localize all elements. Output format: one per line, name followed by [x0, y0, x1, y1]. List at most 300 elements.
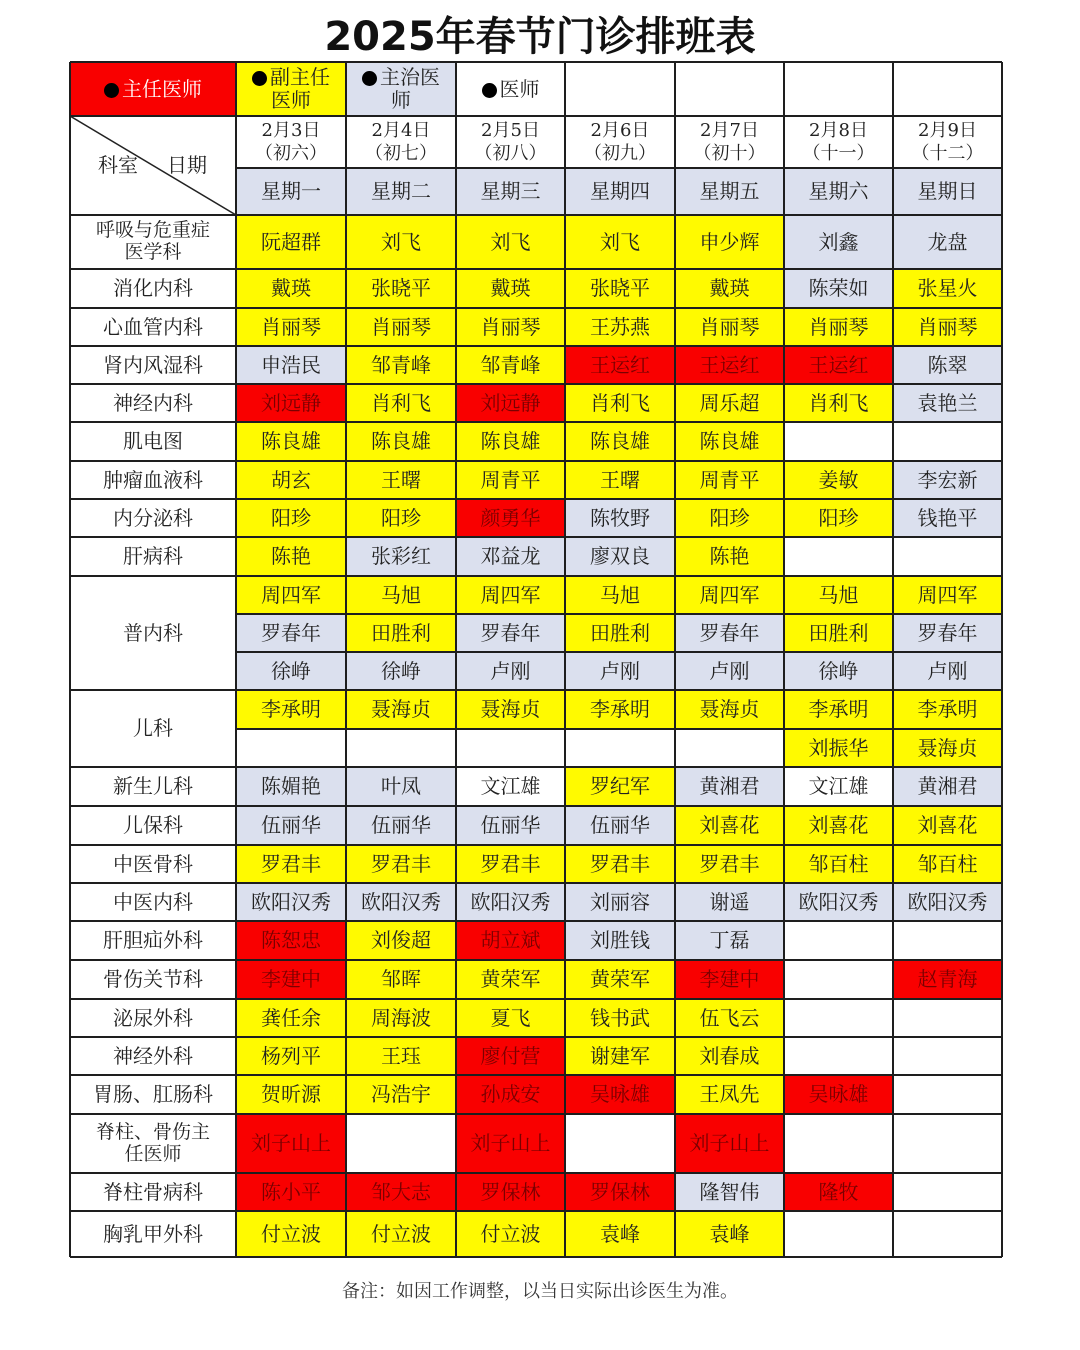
- doctor-cell: [565, 422, 675, 461]
- cell-text: 付立波: [261, 1221, 321, 1246]
- department-name: [70, 767, 236, 806]
- department-name: [70, 921, 236, 960]
- corner-cell: [70, 116, 236, 215]
- doctor-cell: [784, 652, 893, 690]
- doctor-cell: [346, 422, 456, 461]
- doctor-cell: [236, 346, 346, 384]
- doctor-cell: [784, 1114, 893, 1173]
- cell-text: 陈牧野: [590, 505, 650, 530]
- doctor-cell: [893, 767, 1002, 806]
- doctor-cell: [456, 537, 565, 576]
- doctor-cell: [456, 422, 565, 461]
- doctor-cell: [675, 308, 784, 346]
- doctor-cell: [236, 422, 346, 461]
- doctor-cell: [675, 960, 784, 999]
- doctor-cell: [675, 883, 784, 921]
- doctor-cell: [893, 652, 1002, 690]
- cell-text: 申少辉: [699, 229, 760, 254]
- doctor-cell: [893, 346, 1002, 384]
- doctor-cell: [784, 215, 893, 269]
- doctor-cell: [565, 1173, 675, 1211]
- cell-text: 星期三: [480, 179, 541, 203]
- cell-text: 陈良雄: [371, 429, 431, 453]
- cell-text: 谢建军: [590, 1043, 650, 1068]
- doctor-cell: [346, 690, 456, 729]
- doctor-cell: [675, 269, 784, 308]
- doctor-cell: [456, 576, 565, 614]
- cell-text: 刘远静: [480, 390, 541, 415]
- doctor-cell: [236, 767, 346, 806]
- doctor-cell: [893, 1211, 1002, 1257]
- grid-line: [70, 214, 1002, 216]
- grid-line: [70, 268, 1002, 270]
- weekday-header: [893, 168, 1002, 215]
- cell-text: 消化内科: [113, 276, 193, 300]
- cell-text: 胸乳甲外科: [103, 1221, 203, 1246]
- cell-text: 儿科: [133, 716, 173, 740]
- cell-text: 刘鑫: [818, 229, 859, 254]
- cell-text: 颜勇华: [480, 505, 541, 530]
- doctor-cell: [784, 576, 893, 614]
- department-name: [70, 806, 236, 845]
- doctor-cell: [784, 806, 893, 845]
- cell-text: 刘子山上: [689, 1131, 770, 1155]
- doctor-cell: [675, 422, 784, 461]
- doctor-cell: [675, 1211, 784, 1257]
- grid-line: [70, 959, 1002, 961]
- grid-line: [70, 498, 1002, 500]
- grid-line: [236, 613, 1002, 615]
- date-header: [565, 116, 675, 168]
- doctor-cell: [675, 499, 784, 537]
- legend-red: [70, 62, 236, 116]
- cell-text: 中医骨科: [113, 851, 193, 876]
- doctor-cell: [893, 1075, 1002, 1114]
- doctor-cell: [893, 614, 1002, 652]
- cell-text: 欧阳汉秀: [361, 889, 441, 914]
- cell-text: 隆牧: [818, 1179, 859, 1204]
- doctor-cell: [893, 883, 1002, 921]
- doctor-cell: [346, 845, 456, 883]
- cell-text: 脊柱、骨伤主任医师: [95, 1120, 210, 1165]
- footnote: 备注：如因工作调整，以当日实际出诊医生为准。: [342, 1281, 738, 1302]
- department-name: [70, 537, 236, 576]
- cell-text: 刘俊超: [371, 928, 431, 952]
- doctor-cell: [456, 652, 565, 690]
- cell-text: 2月5日: [481, 119, 540, 141]
- cell-text: 戴瑛: [271, 276, 311, 300]
- weekday-header: [784, 168, 893, 215]
- doctor-cell: [346, 767, 456, 806]
- cell-text: 2月3日: [261, 119, 321, 141]
- department-name: [70, 690, 236, 767]
- weekday-header: [236, 168, 346, 215]
- cell-text: 2月8日: [809, 119, 868, 141]
- cell-text: 夏飞: [490, 1005, 531, 1030]
- cell-text: 李承明: [808, 697, 869, 721]
- cell-text: 普内科: [123, 620, 183, 645]
- doctor-cell: [893, 576, 1002, 614]
- cell-text: 马旭: [818, 582, 859, 607]
- cell-text: 欧阳汉秀: [251, 889, 331, 914]
- doctor-cell: [675, 461, 784, 499]
- cell-text: 姜敏: [818, 467, 859, 492]
- cell-text: 伍丽华: [261, 813, 321, 837]
- cell-text: 肖丽琴: [261, 314, 321, 339]
- department-name: [70, 499, 236, 537]
- doctor-cell: [346, 461, 456, 499]
- department-name: [70, 960, 236, 999]
- doctor-cell: [236, 690, 346, 729]
- doctor-cell: [784, 690, 893, 729]
- doctor-cell: [893, 308, 1002, 346]
- cell-text: 刘远静: [261, 390, 321, 415]
- cell-text: 袁峰: [600, 1221, 640, 1246]
- cell-text: 申浩民: [261, 352, 321, 377]
- cell-text: 陈良雄: [261, 429, 321, 453]
- doctor-cell: [456, 690, 565, 729]
- cell-text: 王凤先: [699, 1082, 760, 1106]
- doctor-cell: [565, 346, 675, 384]
- doctor-cell: [565, 461, 675, 499]
- doctor-cell: [346, 806, 456, 845]
- grid-line: [564, 62, 566, 1257]
- cell-text: 周四军: [699, 582, 760, 607]
- cell-text: 李宏新: [917, 467, 978, 492]
- grid-line: [70, 460, 1002, 462]
- grid-line: [345, 62, 347, 1257]
- cell-text: 黄湘君: [917, 774, 978, 798]
- doctor-cell: [236, 883, 346, 921]
- cell-text: 胡立斌: [480, 928, 541, 952]
- doctor-cell: [456, 767, 565, 806]
- cell-text: 内分泌科: [113, 505, 193, 530]
- cell-text: 罗春年: [480, 620, 541, 645]
- grid-line: [70, 575, 1002, 577]
- cell-text: 星期日: [917, 179, 978, 203]
- cell-text: 李承明: [917, 697, 978, 721]
- doctor-cell: [346, 215, 456, 269]
- grid-line: [70, 766, 1002, 768]
- grid-line: [70, 1074, 1002, 1076]
- cell-text: 陈荣如: [808, 276, 869, 300]
- cell-text: 罗纪军: [590, 774, 650, 798]
- grid-line: [70, 998, 1002, 1000]
- cell-text: 卢刚: [927, 658, 968, 683]
- doctor-cell: [784, 461, 893, 499]
- cell-text: 李建中: [699, 967, 760, 991]
- doctor-cell: [784, 767, 893, 806]
- cell-text: 王运红: [590, 352, 650, 377]
- grid-line: [70, 115, 1002, 117]
- corner-date-label: 日期: [167, 153, 207, 177]
- cell-text: 肖丽琴: [917, 314, 978, 339]
- cell-text: 马旭: [381, 582, 421, 607]
- date-header: [346, 116, 456, 168]
- cell-text: 新生儿科: [113, 774, 193, 798]
- doctor-cell: [346, 614, 456, 652]
- doctor-cell: [456, 960, 565, 999]
- cell-text: 付立波: [480, 1221, 541, 1246]
- grid-line: [235, 62, 237, 1257]
- doctor-cell: [784, 537, 893, 576]
- grid-line: [236, 651, 1002, 653]
- doctor-cell: [236, 921, 346, 960]
- doctor-cell: [893, 384, 1002, 422]
- doctor-cell: [236, 614, 346, 652]
- doctor-cell: [675, 614, 784, 652]
- cell-text: 丁磊: [709, 928, 750, 952]
- cell-text: 戴瑛: [709, 276, 750, 300]
- doctor-cell: [565, 384, 675, 422]
- doctor-cell: [346, 537, 456, 576]
- doctor-cell: [784, 1211, 893, 1257]
- doctor-cell: [675, 921, 784, 960]
- cell-text: （初九）: [584, 143, 656, 164]
- department-name: [70, 999, 236, 1037]
- grid-line: [70, 689, 1002, 691]
- cell-text: 周青平: [699, 467, 760, 492]
- doctor-cell: [893, 1114, 1002, 1173]
- cell-text: 刘胜钱: [590, 928, 650, 952]
- doctor-cell: [893, 537, 1002, 576]
- grid-line: [70, 536, 1002, 538]
- date-header: [456, 116, 565, 168]
- doctor-cell: [236, 1037, 346, 1075]
- cell-text: 叶凤: [381, 774, 421, 798]
- cell-text: 刘子山上: [470, 1131, 551, 1155]
- cell-text: 王曙: [600, 467, 640, 492]
- cell-text: 罗春年: [917, 620, 978, 645]
- grid-line: [674, 62, 676, 1257]
- doctor-cell: [784, 269, 893, 308]
- cell-text: 田胜利: [590, 620, 650, 645]
- cell-text: 伍丽华: [371, 813, 431, 837]
- doctor-cell: [346, 1211, 456, 1257]
- cell-text: 黄荣军: [590, 967, 650, 991]
- doctor-cell: [236, 652, 346, 690]
- legend-yellow: [236, 62, 346, 116]
- cell-text: 陈恕忠: [261, 928, 321, 952]
- cell-text: 王珏: [381, 1043, 421, 1068]
- date-header: [784, 116, 893, 168]
- cell-text: 袁艳兰: [917, 390, 978, 415]
- cell-text: 肖丽琴: [808, 314, 869, 339]
- doctor-cell: [346, 883, 456, 921]
- cell-text: 陈翠: [927, 352, 968, 377]
- cell-text: 陈艳: [709, 544, 750, 568]
- doctor-cell: [893, 690, 1002, 729]
- grid-line: [236, 167, 1002, 169]
- cell-text: 刘子山上: [251, 1131, 331, 1155]
- doctor-cell: [236, 576, 346, 614]
- doctor-cell: [236, 1114, 346, 1173]
- cell-text: 邓益龙: [480, 544, 541, 568]
- doctor-cell: [236, 537, 346, 576]
- department-name: [70, 1211, 236, 1257]
- doctor-cell: [893, 960, 1002, 999]
- cell-text: 星期六: [808, 179, 869, 203]
- doctor-cell: [236, 845, 346, 883]
- cell-text: 卢刚: [600, 658, 640, 683]
- doctor-cell: [893, 422, 1002, 461]
- cell-text: 邹百柱: [917, 851, 978, 876]
- doctor-cell: [675, 767, 784, 806]
- doctor-cell: [346, 960, 456, 999]
- cell-text: 周四军: [917, 582, 978, 607]
- grid-line: [69, 62, 71, 1257]
- department-name: [70, 1114, 236, 1173]
- cell-text: 文江雄: [808, 774, 869, 798]
- cell-text: 陈良雄: [699, 429, 760, 453]
- cell-text: 刘丽容: [590, 889, 650, 914]
- bullet-icon: [362, 71, 377, 86]
- department-name: [70, 1173, 236, 1211]
- cell-text: 徐峥: [381, 658, 421, 683]
- cell-text: 廖双良: [590, 544, 650, 568]
- doctor-cell: [346, 1114, 456, 1173]
- doctor-cell: [456, 346, 565, 384]
- doctor-cell: [784, 422, 893, 461]
- cell-text: 陈艳: [271, 544, 311, 568]
- cell-text: 王运红: [808, 352, 869, 377]
- grid-line: [892, 62, 894, 1257]
- department-name: [70, 576, 236, 690]
- doctor-cell: [784, 960, 893, 999]
- grid-line: [70, 844, 1002, 846]
- cell-text: 李承明: [261, 697, 321, 721]
- cell-text: 星期四: [590, 179, 650, 203]
- cell-text: 徐峥: [271, 658, 311, 683]
- doctor-cell: [565, 614, 675, 652]
- doctor-cell: [893, 215, 1002, 269]
- doctor-cell: [565, 1211, 675, 1257]
- doctor-cell: [784, 1037, 893, 1075]
- legend-label: 主任医师: [122, 76, 202, 101]
- cell-text: 邹青峰: [371, 352, 431, 377]
- cell-text: 袁峰: [709, 1221, 750, 1246]
- cell-text: （初六）: [255, 143, 327, 164]
- cell-text: 周四军: [261, 582, 321, 607]
- doctor-cell: [675, 1037, 784, 1075]
- doctor-cell: [675, 690, 784, 729]
- cell-text: 贺昕源: [261, 1082, 321, 1106]
- doctor-cell: [893, 729, 1002, 767]
- cell-text: 吴咏雄: [808, 1082, 869, 1106]
- doctor-cell: [236, 308, 346, 346]
- cell-text: 戴瑛: [490, 276, 531, 300]
- doctor-cell: [346, 576, 456, 614]
- doctor-cell: [346, 269, 456, 308]
- cell-text: 伍飞云: [699, 1005, 760, 1030]
- doctor-cell: [784, 614, 893, 652]
- department-name: [70, 384, 236, 422]
- cell-text: 肖丽琴: [480, 314, 541, 339]
- cell-text: 陈小平: [261, 1179, 321, 1204]
- legend-label: 主治医师: [380, 65, 440, 112]
- department-name: [70, 346, 236, 384]
- doctor-cell: [784, 346, 893, 384]
- cell-text: 罗君丰: [261, 851, 321, 876]
- doctor-cell: [236, 269, 346, 308]
- legend-empty: [565, 62, 675, 116]
- weekday-header: [346, 168, 456, 215]
- bullet-icon: [252, 71, 267, 86]
- cell-text: 神经内科: [113, 390, 193, 415]
- cell-text: 龚任余: [261, 1005, 321, 1030]
- cell-text: 刘飞: [600, 229, 640, 254]
- legend-label: 医师: [499, 76, 540, 101]
- cell-text: 罗保林: [480, 1179, 541, 1204]
- cell-text: 罗君丰: [699, 851, 760, 876]
- doctor-cell: [236, 960, 346, 999]
- doctor-cell: [346, 384, 456, 422]
- cell-text: 陈良雄: [480, 429, 541, 453]
- doctor-cell: [893, 1037, 1002, 1075]
- department-name: [70, 845, 236, 883]
- doctor-cell: [565, 729, 675, 767]
- doctor-cell: [565, 806, 675, 845]
- cell-text: 田胜利: [371, 620, 431, 645]
- cell-text: 李承明: [590, 697, 650, 721]
- cell-text: 马旭: [600, 582, 640, 607]
- cell-text: 黄湘君: [699, 774, 760, 798]
- cell-text: 肝病科: [123, 544, 183, 568]
- cell-text: 刘春成: [699, 1043, 760, 1068]
- doctor-cell: [346, 921, 456, 960]
- cell-text: 聂海贞: [917, 735, 978, 760]
- doctor-cell: [346, 1173, 456, 1211]
- cell-text: 阮超群: [261, 229, 321, 254]
- cell-text: 周四军: [480, 582, 541, 607]
- doctor-cell: [456, 215, 565, 269]
- cell-text: 钱书武: [590, 1005, 650, 1030]
- grid-line: [455, 62, 457, 1257]
- doctor-cell: [456, 1075, 565, 1114]
- grid-line: [236, 728, 1002, 730]
- doctor-cell: [456, 1173, 565, 1211]
- cell-text: 欧阳汉秀: [907, 889, 988, 914]
- cell-text: 星期二: [371, 179, 431, 203]
- doctor-cell: [675, 652, 784, 690]
- doctor-cell: [236, 1075, 346, 1114]
- cell-text: 星期一: [261, 179, 321, 203]
- doctor-cell: [236, 806, 346, 845]
- page-title: 2025年春节门诊排班表: [324, 14, 756, 60]
- cell-text: 谢遥: [709, 889, 750, 914]
- doctor-cell: [565, 1114, 675, 1173]
- date-header: [236, 116, 346, 168]
- doctor-cell: [236, 499, 346, 537]
- cell-text: 罗保林: [590, 1179, 650, 1204]
- doctor-cell: [236, 1173, 346, 1211]
- legend-empty: [675, 62, 784, 116]
- doctor-cell: [784, 999, 893, 1037]
- doctor-cell: [456, 269, 565, 308]
- cell-text: 张星火: [917, 276, 978, 300]
- cell-text: 张彩红: [371, 544, 431, 568]
- cell-text: 卢刚: [490, 658, 531, 683]
- cell-text: 王苏燕: [590, 314, 650, 339]
- doctor-cell: [456, 1114, 565, 1173]
- cell-text: 隆智伟: [699, 1179, 760, 1204]
- grid-line: [70, 1172, 1002, 1174]
- doctor-cell: [456, 921, 565, 960]
- bullet-icon: [104, 83, 119, 98]
- department-name: [70, 269, 236, 308]
- grid-line: [70, 882, 1002, 884]
- department-name: [70, 1037, 236, 1075]
